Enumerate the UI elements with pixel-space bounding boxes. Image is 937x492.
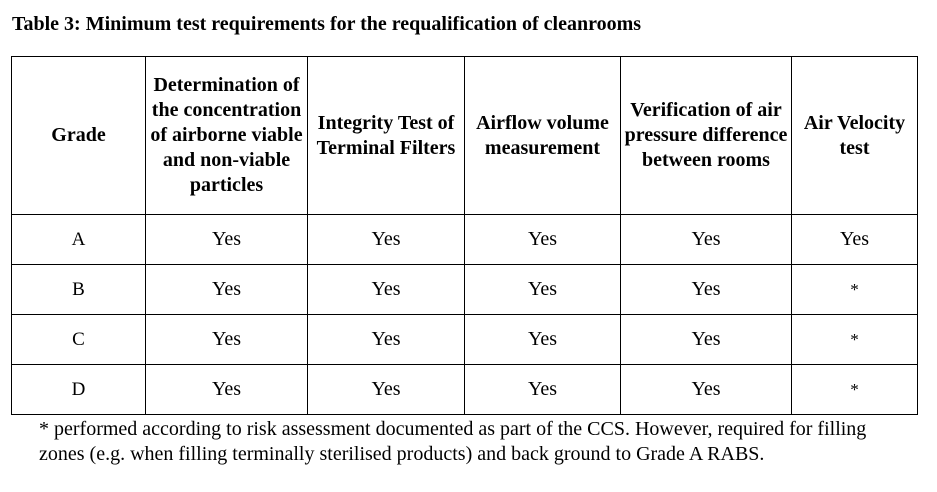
- table-cell: *: [792, 365, 918, 415]
- table-cell: Yes: [308, 365, 465, 415]
- table-cell: Yes: [308, 265, 465, 315]
- table-cell: Yes: [465, 265, 621, 315]
- grade-cell: D: [12, 365, 146, 415]
- table-caption: Table 3: Minimum test requirements for the requalification of cleanrooms: [12, 13, 642, 35]
- table-cell: Yes: [621, 365, 792, 415]
- table-footnote: * performed according to risk assessment documented as part of the CCS. However, required for filling zones (e.g. when filling terminally sterilised products) and back ground to Grade A RABS.: [39, 418, 867, 465]
- table-row: [12, 265, 918, 315]
- table-cell: *: [792, 315, 918, 365]
- table-cell: Yes: [792, 215, 918, 265]
- table-cell: Yes: [146, 315, 308, 365]
- table-cell: Yes: [621, 215, 792, 265]
- requalification-table: [11, 56, 918, 415]
- grade-cell: B: [12, 265, 146, 315]
- table-cell: Yes: [621, 315, 792, 365]
- header-row: [12, 57, 918, 215]
- header-filter-integrity: Integrity Test of Terminal Filters: [308, 57, 465, 215]
- table-cell: Yes: [465, 365, 621, 415]
- header-grade: Grade: [12, 57, 146, 215]
- grade-cell: C: [12, 315, 146, 365]
- table-cell: Yes: [146, 265, 308, 315]
- table-row: [12, 365, 918, 415]
- table-cell: Yes: [308, 315, 465, 365]
- table-cell: Yes: [465, 315, 621, 365]
- header-pressure-difference: Verification of air pressure difference between rooms: [621, 57, 792, 215]
- header-airflow-volume: Airflow volume measurement: [465, 57, 621, 215]
- grade-cell: A: [12, 215, 146, 265]
- table-cell: Yes: [465, 215, 621, 265]
- header-air-velocity: Air Velocity test: [792, 57, 918, 215]
- table-cell: Yes: [308, 215, 465, 265]
- header-particle-concentration: Determination of the concentration of airborne viable and non-viable particles: [146, 57, 308, 215]
- table-cell: Yes: [621, 265, 792, 315]
- table-cell: Yes: [146, 365, 308, 415]
- table-cell: *: [792, 265, 918, 315]
- table-row: [12, 215, 918, 265]
- table-row: [12, 315, 918, 365]
- table-cell: Yes: [146, 215, 308, 265]
